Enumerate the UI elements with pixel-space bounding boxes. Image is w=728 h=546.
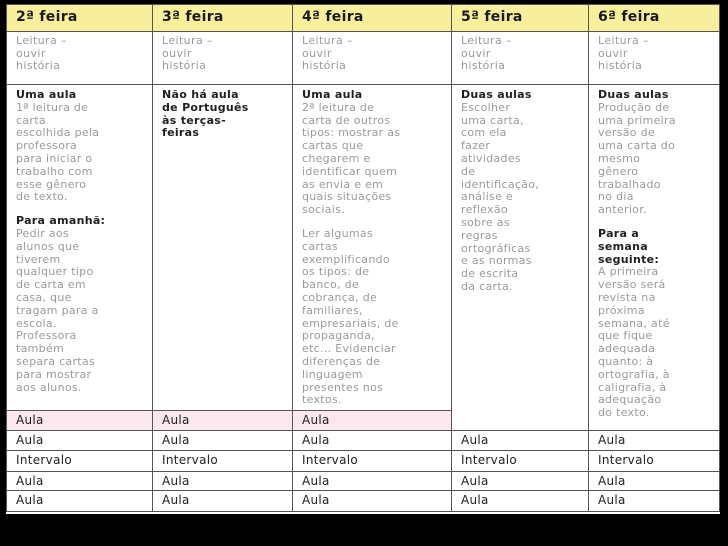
intervalo-1: Intervalo <box>6 451 153 472</box>
plan-thursday-text: Escolher uma carta, com ela fazer atividades de identificação, análise e reflexão sobre as regras ortográficas e as normas de escrita da carta. <box>461 100 540 293</box>
plan-thursday <box>452 85 589 431</box>
aula-row2-3: Aula <box>293 472 452 491</box>
aula-partial-1: Aula <box>6 411 153 431</box>
plan-friday-title: Duas aulas <box>598 88 669 101</box>
plan-monday-title: Uma aula <box>16 88 77 101</box>
aula-row1-2: Aula <box>153 431 293 451</box>
reading-cell-3: Leitura – ouvir história <box>293 32 452 85</box>
header-day-5: 6ª feira <box>589 4 720 32</box>
plan-tuesday-title: Não há aula de Português às terças- feiras <box>162 88 249 140</box>
reading-cell-1: Leitura – ouvir história <box>6 32 153 85</box>
intervalo-5: Intervalo <box>589 451 720 472</box>
aula-partial-2: Aula <box>153 411 293 431</box>
plan-friday <box>589 85 720 431</box>
aula-row1-4: Aula <box>452 431 589 451</box>
aula-row1-3: Aula <box>293 431 452 451</box>
header-day-2: 3ª feira <box>153 4 293 32</box>
intervalo-2: Intervalo <box>153 451 293 472</box>
plan-monday-text2: Pedir aos alunos que tiverem qualquer tipo de carta em casa, que tragam para a escola. Professora também separa cartas para mostrar aos alunos. <box>16 226 99 394</box>
header-day-3: 4ª feira <box>293 4 452 32</box>
header-day-4: 5ª feira <box>452 4 589 32</box>
plan-friday-text2: A primeira versão será revista na próxima semana, até que fique adequada quanto: à ortografia, à caligrafia, à adequação do texto. <box>598 265 670 420</box>
plan-monday-subtitle: Para amanhã: <box>16 214 106 228</box>
aula-row2-1: Aula <box>6 472 153 491</box>
aula-row2-4: Aula <box>452 472 589 491</box>
aula-row1-1: Aula <box>6 431 153 451</box>
slide <box>6 4 720 514</box>
aula-row3-2: Aula <box>153 491 293 512</box>
plan-wednesday-text: 2ª leitura de carta de outros tipos: mostrar as cartas que chegarem e identificar quem as envia e em quais situações sociais. <box>302 100 401 217</box>
aula-partial-3: Aula <box>293 411 452 431</box>
aula-row3-5: Aula <box>589 491 720 512</box>
aula-row1-5: Aula <box>589 431 720 451</box>
schedule-table <box>6 4 720 514</box>
plan-friday-subtitle: Para a semana seguinte: <box>598 226 660 266</box>
plan-wednesday <box>293 85 452 411</box>
plan-wednesday-title: Uma aula <box>302 88 363 101</box>
aula-row2-2: Aula <box>153 472 293 491</box>
plan-tuesday <box>153 85 293 411</box>
header-day-1: 2ª feira <box>6 4 153 32</box>
reading-cell-5: Leitura – ouvir história <box>589 32 720 85</box>
aula-row2-5: Aula <box>589 472 720 491</box>
aula-row3-1: Aula <box>6 491 153 512</box>
plan-wednesday-text2: Ler algumas cartas exemplificando os tipos: de banco, de cobrança, de familiares, empresariais, de propaganda, etc... Evidenciar diferenças de linguagem presentes nos textos. <box>302 226 399 407</box>
plan-thursday-title: Duas aulas <box>461 88 532 101</box>
reading-cell-4: Leitura – ouvir história <box>452 32 589 85</box>
aula-row3-3: Aula <box>293 491 452 512</box>
plan-friday-text: Produção de uma primeira versão de uma carta do mesmo gênero trabalhado no dia anterior. <box>598 100 676 217</box>
intervalo-3: Intervalo <box>293 451 452 472</box>
aula-row3-4: Aula <box>452 491 589 512</box>
plan-monday <box>6 85 153 411</box>
plan-monday-text: 1ª leitura de carta escolhida pela professora para iniciar o trabalho com esse gênero de texto. <box>16 100 100 204</box>
reading-cell-2: Leitura – ouvir história <box>153 32 293 85</box>
intervalo-4: Intervalo <box>452 451 589 472</box>
